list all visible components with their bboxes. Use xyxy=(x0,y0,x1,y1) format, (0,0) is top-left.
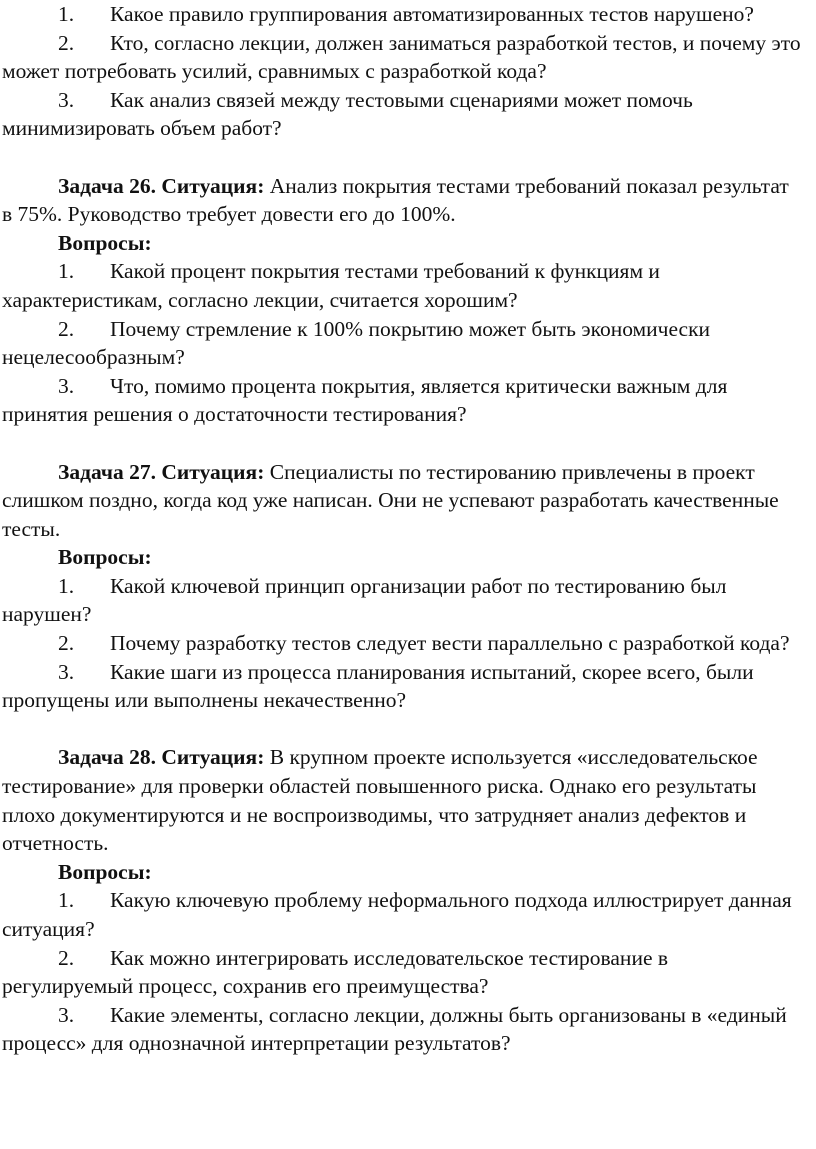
question-number: 3. xyxy=(58,87,75,112)
question-text: Какой ключевой принцип организации работ по тестированию был нарушен? xyxy=(2,573,727,627)
question-item xyxy=(2,372,802,429)
question-number: 3. xyxy=(58,1002,75,1027)
situation-label: Ситуация: xyxy=(161,459,265,484)
question-item xyxy=(2,572,802,629)
question-number: 3. xyxy=(58,659,75,684)
question-number: 1. xyxy=(58,888,75,913)
question-number: 1. xyxy=(58,573,75,598)
task-26 xyxy=(2,172,802,429)
question-number: 1. xyxy=(58,2,75,26)
question-number: 2. xyxy=(58,316,75,341)
question-item xyxy=(2,86,802,143)
situation-text: В крупном проекте используется «исследовательское тестирование» для проверки областей повышенного риска. Однако его результаты плохо документируются и не воспроизводимы, что затрудняет анализ дефектов и отчетность. xyxy=(2,745,758,856)
question-text: Почему стремление к 100% покрытию может быть экономически нецелесообразным? xyxy=(2,316,711,370)
questions-heading: Вопросы: xyxy=(58,545,152,570)
question-item xyxy=(2,1001,802,1058)
question-number: 2. xyxy=(58,631,75,656)
question-text: Как можно интегрировать исследовательское тестирование в регулируемый процесс, сохранив его преимущества? xyxy=(2,945,669,999)
question-text: Кто, согласно лекции, должен заниматься разработкой тестов, и почему это может потребовать усилий, сравнимых с разработкой кода? xyxy=(2,30,801,84)
question-text: Почему разработку тестов следует вести параллельно с разработкой кода? xyxy=(110,631,790,656)
task-title: Задача 28. xyxy=(58,745,156,770)
task-28 xyxy=(2,743,802,1058)
task-situation xyxy=(2,458,802,544)
question-text: Как анализ связей между тестовыми сценариями может помочь минимизировать объем работ? xyxy=(2,87,693,141)
question-text: Какие шаги из процесса планирования испытаний, скорее всего, были пропущены или выполнены некачественно? xyxy=(2,659,754,713)
question-number: 2. xyxy=(58,30,75,55)
question-text: Какие элементы, согласно лекции, должны быть организованы в «единый процесс» для однозначной интерпретации результатов? xyxy=(2,1002,787,1056)
questions-heading: Вопросы: xyxy=(58,230,152,255)
question-item xyxy=(2,315,802,372)
task-title: Задача 26. xyxy=(58,173,156,198)
question-text: Какую ключевую проблему неформального подхода иллюстрирует данная ситуация? xyxy=(2,888,792,941)
question-item xyxy=(2,944,802,1001)
task-situation xyxy=(2,172,802,229)
task-situation xyxy=(2,743,802,857)
question-item xyxy=(2,29,802,86)
task-27 xyxy=(2,458,802,715)
question-text: Что, помимо процента покрытия, является критически важным для принятия решения о достаточности тестирования? xyxy=(2,373,728,427)
questions-heading: Вопросы: xyxy=(58,859,152,884)
situation-text: Анализ покрытия тестами требований показал результат в 75%. Руководство требует довести его до 100%. xyxy=(2,173,789,227)
question-item xyxy=(2,886,802,943)
situation-label: Ситуация: xyxy=(161,745,265,770)
question-item xyxy=(2,658,802,715)
question-number: 1. xyxy=(58,259,75,284)
question-text: Какой процент покрытия тестами требований к функциям и характеристикам, согласно лекции, считается хорошим? xyxy=(2,259,660,312)
question-item xyxy=(2,0,802,29)
question-number: 3. xyxy=(58,373,75,398)
intro-question-list xyxy=(2,0,802,143)
situation-label: Ситуация: xyxy=(161,173,265,198)
question-item xyxy=(2,257,802,314)
task-title: Задача 27. xyxy=(58,459,156,484)
question-item xyxy=(2,629,802,658)
question-number: 2. xyxy=(58,945,75,970)
situation-text: Специалисты по тестированию привлечены в проект слишком поздно, когда код уже написан. Они не успевают разработать качественные тесты. xyxy=(2,459,779,541)
question-text: Какое правило группирования автоматизированных тестов нарушено? xyxy=(110,2,754,26)
